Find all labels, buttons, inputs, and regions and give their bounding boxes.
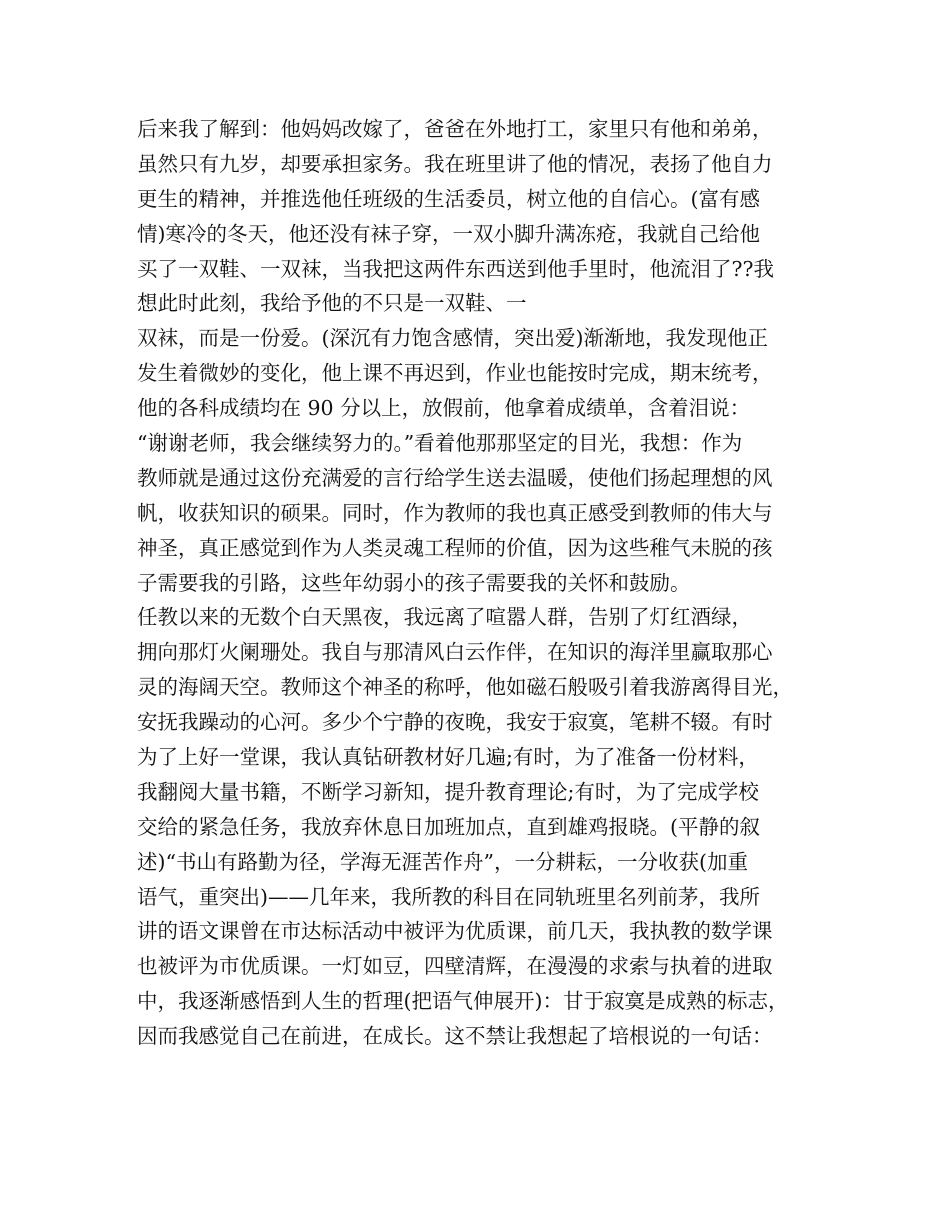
text-line: 帆，收获知识的硕果。同时，作为教师的我也真正感受到教师的伟大与	[137, 500, 773, 525]
text-line: 也被评为市优质课。一灯如豆，四壁清辉，在漫漫的求索与执着的进取	[137, 954, 773, 979]
text-line: 拥向那灯火阑珊处。我自与那清风白云作伴，在知识的海洋里赢取那心	[137, 640, 773, 665]
text-line: 想此时此刻，我给予他的不只是一双鞋、一	[137, 291, 527, 316]
text-line: 安抚我躁动的心河。多少个宁静的夜晚，我安于寂寞，笔耕不辍。有时	[137, 710, 773, 735]
text-line: 他的各科成绩均在 90 分以上，放假前，他拿着成绩单，含着泪说：	[137, 396, 751, 421]
text-line: 教师就是通过这份充满爱的言行给学生送去温暖，使他们扬起理想的风	[137, 465, 773, 490]
text-line: 语气，重突出)——几年来，我所教的科目在同轨班里名列前茅，我所	[137, 884, 760, 909]
text-line: 发生着微妙的变化，他上课不再迟到，作业也能按时完成，期末统考，	[137, 361, 773, 386]
text-line: 交给的紧急任务，我放弃休息日加班加点，直到雄鸡报晓。(平静的叙	[137, 814, 760, 839]
text-line: 我翻阅大量书籍，不断学习新知，提升教育理论;有时，为了完成学校	[137, 779, 759, 804]
text-line: 情)寒冷的冬天，他还没有袜子穿，一双小脚升满冻疮，我就自己给他	[137, 221, 760, 246]
text-line: 讲的语文课曾在市达标活动中被评为优质课，前几天，我执教的数学课	[137, 919, 773, 944]
text-line: 双袜，而是一份爱。(深沉有力饱含感情，突出爱)渐渐地，我发现他正	[137, 326, 768, 351]
text-line: 任教以来的无数个白天黑夜，我远离了喧嚣人群，告别了灯红酒绿，	[137, 605, 752, 630]
text-line: 为了上好一堂课，我认真钻研教材好几遍;有时，为了准备一份材料，	[137, 745, 759, 770]
body-text	[137, 112, 827, 1054]
text-line: 虽然只有九岁，却要承担家务。我在班里讲了他的情况，表扬了他自力	[137, 151, 773, 176]
text-line: 后来我了解到：他妈妈改嫁了，爸爸在外地打工，家里只有他和弟弟，	[137, 117, 773, 141]
text-line: 灵的海阔天空。教师这个神圣的称呼，他如磁石般吸引着我游离得目光，	[137, 675, 793, 700]
text-line: 神圣，真正感觉到作为人类灵魂工程师的价值，因为这些稚气未脱的孩	[137, 535, 773, 560]
text-line: 子需要我的引路，这些年幼弱小的孩子需要我的关怀和鼓励。	[137, 570, 691, 595]
text-line: 因而我感觉自己在前进，在成长。这不禁让我想起了培根说的一句话：	[137, 1024, 773, 1049]
text-line: 中，我逐渐感悟到人生的哲理(把语气伸展开)：甘于寂寞是成熟的标志，	[137, 989, 789, 1014]
text-line: “谢谢老师，我会继续努力的。”看着他那那坚定的目光，我想：作为	[137, 431, 743, 456]
text-line: 更生的精神，并推选他任班级的生活委员，树立他的自信心。(富有感	[137, 186, 760, 211]
text-line: 买了一双鞋、一双袜，当我把这两件东西送到他手里时，他流泪了??我	[137, 256, 774, 281]
text-line: 述)“书山有路勤为径，学海无涯苦作舟”，一分耕耘，一分收获(加重	[137, 849, 748, 874]
